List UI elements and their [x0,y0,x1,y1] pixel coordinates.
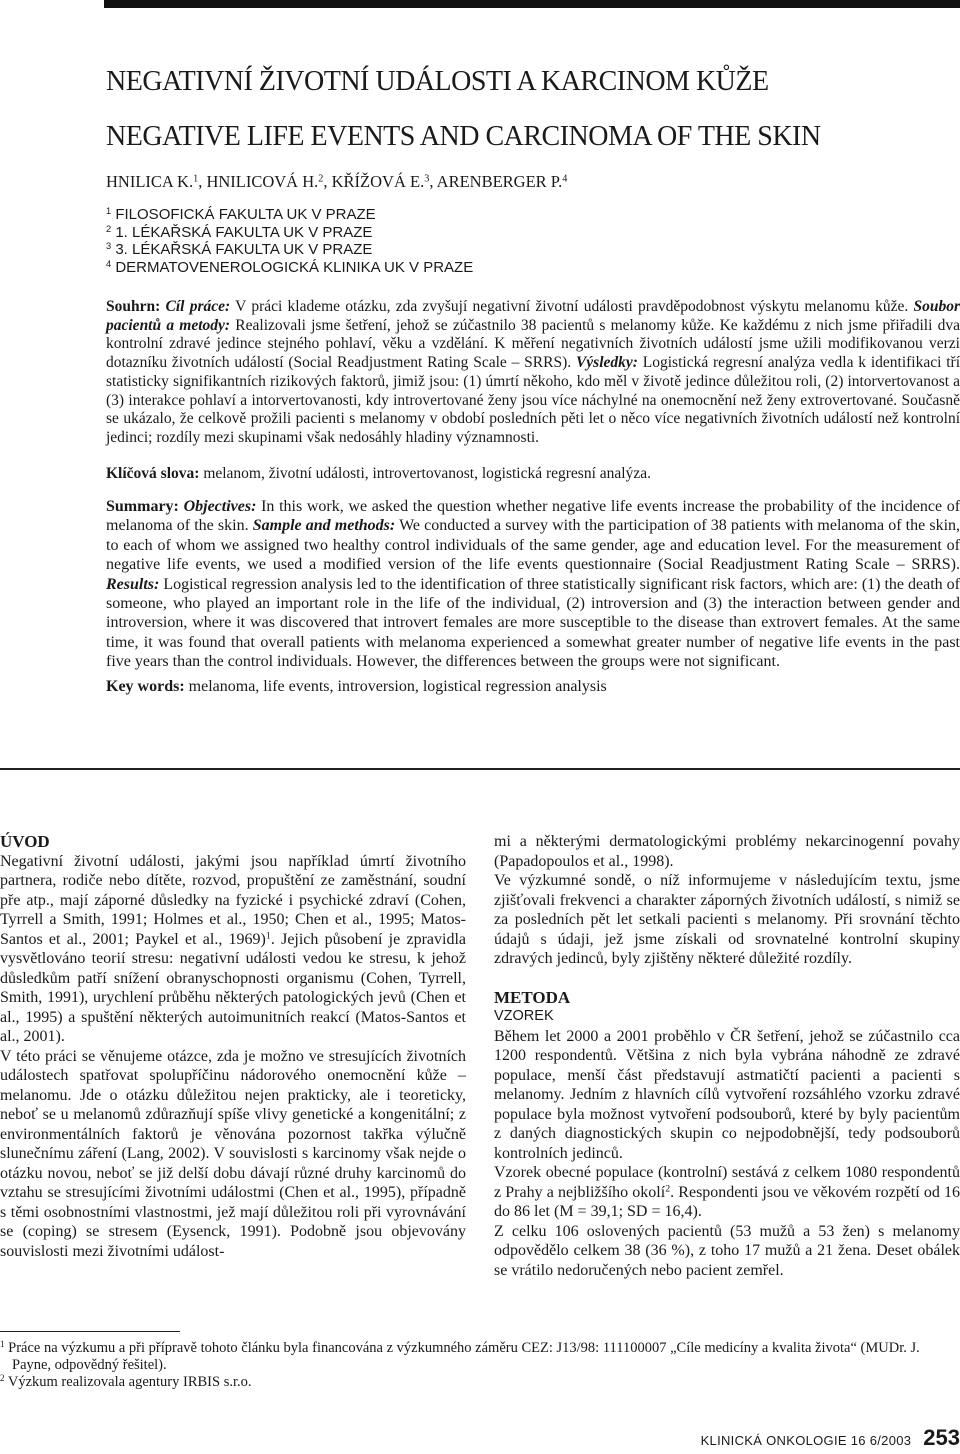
footnote-number: 2 [0,1373,5,1384]
results-text: Logistická regresní analýza vedla k identifikaci tří statisticky signifikantních rizikových faktorů, jimiž jsou: (1) úmrtí někoho, kdo měl v životě jedince důležitou roli, (2) intorvertovanost a (3) interakce pohlaví a intorvertovanosti, kdy introvertované ženy jsou více náchylné na onemocnění než ženy extrovertované. Současně se ukázalo, že celkově prožili pacienti s melanomy v období posledních pěti let o něco více negativních životních událostí než kontrolní jedinci; rozdíly mezi skupinami však nedosáhly hladiny významnosti. [106,354,960,446]
results-label: Výsledky: [575,354,638,372]
author-name: ARENBERGER P. [436,172,563,191]
paragraph-text: Vzorek obecné populace (kontrolní) sestává z celkem 1080 respondentů z Prahy a nejbližšího okolí [494,1164,960,1201]
footnote-text: Práce na výzkumu a při přípravě tohoto článku byla financována z výzkumného záměru CEZ: J13/98: 111100007 „Cíle medicíny a kvalita života“ (MUDr. J. Payne, odpovědný řešitel). [8,1340,920,1373]
keywords-text: melanoma, life events, introversion, logistical regression analysis [188,678,607,695]
methods-text: We conducted a survey with the participation of 38 patients with melanoma of the skin, to each of whom we assigned two healthy control individuals of the same gender, age and education level. For the measurement of negative life events, we used a modified version of the life events questionnaire (Social Readjustment Rating Scale – SRRS). [106,517,960,574]
author-affiliation-number: 4 [562,173,568,185]
affiliation-text: 3. LÉKAŘSKÁ FAKULTA UK V PRAZE [115,241,373,258]
author-name: HNILICOVÁ H. [206,172,319,191]
page-footer [701,1425,960,1451]
footnote-ref: 1 [265,930,271,942]
keywords-label: Klíčová slova: [106,465,200,482]
body-column-left [0,832,466,1261]
abstract-label: Souhrn: [106,298,161,315]
footnote [0,1374,960,1391]
results-text: Logistical regression analysis led to the identification of three statistically significant risk factors, which are: (1) the death of someone, who played an important role in the life of the individual, (2) introversion and (3) the interaction between gender and introversion, where it was discovered that introvert females are more susceptible to the disease than extrovert females. At the same time, it was found that overall patients with melanoma experienced a somewhat greater number of negative life events in the past five years than the control individuals. However, the differences between the groups were not significant. [106,575,960,671]
objective-text: In this work, we asked the question whether negative life events increase the probability of the incidence of melanoma of the skin. [106,498,960,535]
affiliation-text: 1. LÉKAŘSKÁ FAKULTA UK V PRAZE [115,223,373,241]
objective-label: Cíl práce: [165,298,231,315]
journal-citation: KLINICKÁ ONKOLOGIE 16 6/2003 [700,1433,912,1448]
body-paragraph: V této práci se věnujeme otázce, zda je možno ve stresujících životních událostech spatřovat spolupříčinu nádorového onemocnění kůže – melanomu. Jde o otázku důležitou nejen prakticky, ale i teoreticky, neboť se u melanomů zdůrazňují spíše vlivy genetické a kongenitální; z environmentálních faktorů je věnována pozornost takřka výlučně slunečnímu záření (Lang, 2002). V souvislosti s karcinomy však nejde o otázku novou, neboť se již delší dobu dávají různé druhy karcinomů do vztahu se stresujícími životními událostmi (Chen et al., 1995), případně s těmi osobnostními vlastnostmi, jež mají důležitou roli při vyrovnávání se (coping) se stresem (Eysenck, 1991). Podobně jsou objevovány souvislosti mezi životními událost- [0,1047,466,1260]
author-separator: , [198,172,207,191]
footnote-divider [0,1331,180,1332]
affiliation-item [106,224,473,242]
footnote-ref: 2 [665,1183,671,1195]
author-separator: , [323,172,332,191]
objective-text: V práci klademe otázku, zda zvyšují negativní životní události pravděpodobnost výskytu melanomu kůže. [235,298,909,315]
keywords-text: melanom, životní události, introvertovanost, logistická regresní analýza. [203,465,651,482]
body-paragraph [0,852,466,1047]
body-paragraph: Ve výzkumné sondě, o níž informujeme v následujícím textu, jsme zjišťovali frekvenci a charakter záporných životních událostí, s nimiž se za posledních pět let setkali pacienti s melanomy. Při srovnání těchto údajů s údaji, jež jsme získali od srovnatelné kontrolní skupiny zdravých jedinců, byly zjištěny některé důležité rozdíly. [494,872,960,967]
author-list [106,172,567,192]
body-paragraph [494,1163,960,1222]
footnote-text: Výzkum realizovala agentury IRBIS s.r.o. [7,1374,252,1390]
affiliation-text: DERMATOVENEROLOGICKÁ KLINIKA UK V PRAZE [115,258,474,276]
methods-label: Soubor pacientů a metody: [106,298,960,334]
body-column-right [494,832,960,1280]
affiliation-item [106,241,473,259]
abstract-label: Summary: [106,498,179,515]
results-label: Results: [106,575,160,593]
body-paragraph: mi a některými dermatologickými problémy nekarcinogenní povahy (Papadopoulos et al., 1998). [494,833,960,870]
affiliation-list [106,206,473,276]
paragraph-text: . Respondenti jsou ve věkovém rozpětí od 16 do 86 let (M = 39,1; SD = 16,4). [494,1183,960,1220]
author-name: HNILICA K. [106,172,194,191]
keywords-en [106,678,960,697]
author-separator: , [429,172,437,191]
article-title-cz: NEGATIVNÍ ŽIVOTNÍ UDÁLOSTI A KARCINOM KŮŽE [106,66,769,97]
objective-label: Objectives: [183,498,257,515]
section-heading: ÚVOD [0,832,50,851]
abstract-en [106,497,960,672]
keywords-cz [106,465,960,484]
affiliation-number: 1 [106,205,112,216]
abstract-cz [106,298,960,448]
author-affiliation-number: 1 [193,173,199,185]
affiliation-item [106,206,473,224]
body-paragraph: Během let 2000 a 2001 proběhlo v ČR šetření, jehož se zúčastnilo cca 1200 respondentů. Většina z nich byla vybrána náhodně ze zdravé populace, menší část představují astmatičtí pacienti a pacienti s melanomy. Jedním z hlavních cílů vytvoření rozsáhlého vzorku zdravé populace byla možnost vytvoření podsouborů, které by byly pacientům z daných diagnostických skupin co nejpodobnější, tedy podsouborů kontrolních jedinců. [494,1027,960,1162]
section-divider [0,768,960,770]
section-heading: METODA [494,987,571,1007]
page-number: 253 [923,1425,960,1450]
footnote [0,1340,960,1374]
body-paragraph: Z celku 106 oslovených pacientů (53 mužů a 53 žen) s melanomy odpovědělo celkem 38 (36 %), z toho 17 mužů a 21 žena. Deset obálek se vrátilo nedoručených nebo pacient zemřel. [494,1222,960,1279]
author-affiliation-number: 2 [318,173,324,185]
keywords-label: Key words: [106,678,185,695]
article-title-en: NEGATIVE LIFE EVENTS AND CARCINOMA OF THE SKIN [106,121,821,152]
author-affiliation-number: 3 [424,173,430,185]
subsection-heading: VZOREK [494,1008,554,1024]
methods-label: Sample and methods: [252,517,396,535]
header-rule [104,0,960,8]
affiliation-text: FILOSOFICKÁ FAKULTA UK V PRAZE [115,206,376,223]
methods-text: Realizovali jsme šetření, jehož se zúčastnilo 38 pacientů s melanomy kůže. Ke každému z nich jsme přiřadili dva kontrolní zdravé jedince stejného pohlaví, věku a vzdělání. K měření negativních životních událostí jsme užili modifikovanou verzi dotazníku životních událostí (Social Readjustment Rating Scale – SRRS). [106,316,960,372]
paragraph-text: . Jejich působení je zpravidla vysvětlováno teorií stresu: negativní události vedou ke stresu, k jehož důsledkům patří snížení obranyschopnosti organismu (Cohen, Tyrrell, Smith, 1991), urychlení průběhu některých patologických jevů (Chen et al., 1995) a spuštění některých autoimunitních reakcí (Matos-Santos et al., 2001). [0,930,466,1045]
footnote-number: 1 [0,1339,5,1350]
author-name: KŘÍŽOVÁ E. [331,172,425,191]
affiliation-number: 4 [106,258,112,269]
affiliation-item [106,259,473,277]
paragraph-text: Negativní životní události, jakými jsou například úmrtí životního partnera, rodiče nebo dítěte, rozvod, propuštění ze zaměstnání, soudní pře atp., mají záporné důsledky na fyzické i psychické zdraví (Cohen, Tyrrell a Smith, 1991; Holmes et al., 1950; Chen et al., 1995; Matos-Santos et al., 2001; Paykel et al., 1969) [0,852,466,948]
footnotes [0,1340,960,1391]
affiliation-number: 2 [106,223,112,234]
affiliation-number: 3 [106,240,112,251]
